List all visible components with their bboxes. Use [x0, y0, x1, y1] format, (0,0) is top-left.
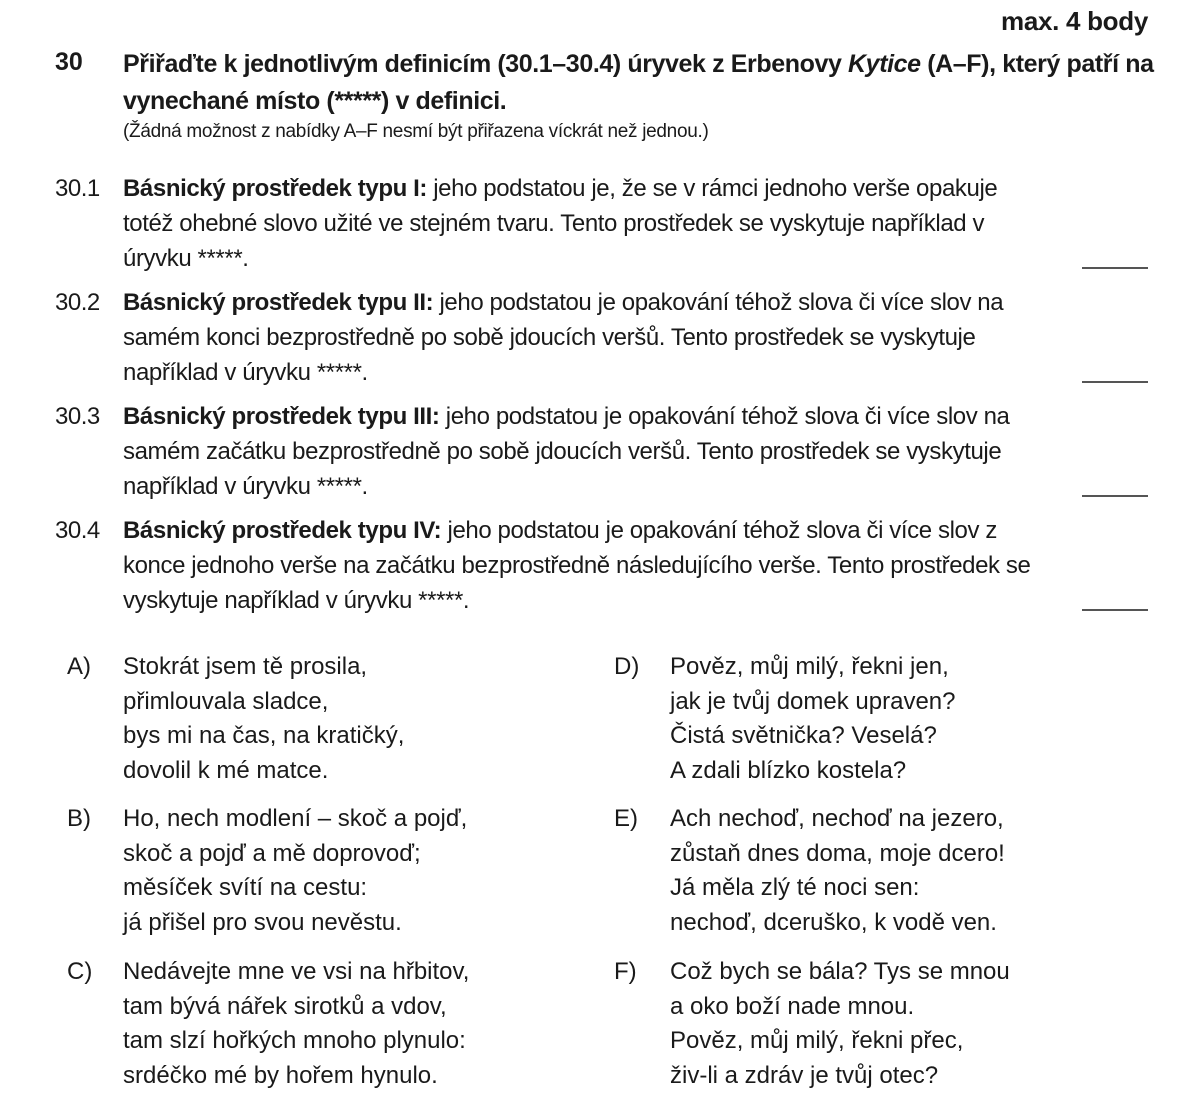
option-letter: E)	[614, 805, 638, 832]
definition-body: jeho podstatou je, že se v rámci jednoho verše opakuje totéž ohebné slovo užité ve stejném tvaru. Tento prostředek se vyskytuje například v úryvku *****.	[123, 175, 998, 272]
option-verse	[123, 802, 467, 940]
answer-blank[interactable]	[1082, 381, 1148, 383]
verse-line: přimlouvala sladce,	[123, 687, 329, 715]
option-verse	[670, 802, 1005, 940]
verse-line: A zdali blízko kostela?	[670, 756, 907, 784]
verse-line: Což bych se bála? Tys se mnou	[670, 958, 1010, 985]
max-points: max. 4 body	[1001, 6, 1148, 36]
answer-blank[interactable]	[1082, 267, 1148, 269]
task-heading-part2: (A–F), který patří na vynechané místo (*****) v definici.	[123, 50, 1154, 115]
verse-line: Já měla zlý té noci sen:	[670, 874, 920, 901]
option-letter: A)	[67, 653, 91, 680]
definition-30-1	[55, 171, 1155, 283]
verse-line: dovolil k mé matce.	[123, 756, 329, 784]
verse-line: Nedávejte mne ve vsi na hřbitov,	[123, 958, 470, 985]
definition-number: 30.2	[55, 289, 100, 316]
definition-number: 30.3	[55, 403, 100, 430]
verse-line: měsíček svítí na cestu:	[123, 874, 368, 901]
verse-line: jak je tvůj domek upraven?	[670, 687, 956, 715]
definition-number: 30.1	[55, 175, 100, 202]
option-verse	[123, 650, 404, 788]
option-letter: C)	[67, 958, 93, 985]
definition-body: jeho podstatou je opakování téhož slova či více slov na samém konci bezprostředně po sobě jdoucích veršů. Tento prostředek se vyskytuje například v úryvku *****.	[123, 289, 1004, 386]
task-heading-part1: Přiřaďte k jednotlivým definicím (30.1–30.4) úryvek z Erbenovy	[123, 50, 849, 78]
task-number: 30	[55, 48, 83, 76]
option-letter: F)	[614, 958, 637, 985]
definition-term: Básnický prostředek typu III:	[123, 403, 440, 430]
option-verse	[123, 955, 469, 1093]
verse-line: živ-li a zdráv je tvůj otec?	[670, 1061, 939, 1089]
definition-term: Básnický prostředek typu II:	[123, 289, 434, 316]
verse-line: Pověz, můj milý, řekni jen,	[670, 653, 949, 680]
verse-line: bys mi na čas, na kratičký,	[123, 722, 405, 749]
option-letter: D)	[614, 653, 640, 680]
verse-line: tam bývá nářek sirotků a vdov,	[123, 992, 447, 1020]
definition-text	[123, 513, 1033, 618]
definition-number: 30.4	[55, 517, 100, 544]
verse-line: zůstaň dnes doma, moje dcero!	[670, 839, 1005, 867]
option-letter: B)	[67, 805, 91, 832]
definition-30-3	[55, 399, 1155, 511]
verse-line: Stokrát jsem tě prosila,	[123, 653, 368, 680]
verse-line: Pověz, můj milý, řekni přec,	[670, 1027, 964, 1054]
option-verse	[670, 955, 1010, 1093]
definition-text	[123, 399, 1033, 504]
definition-term: Básnický prostředek typu I:	[123, 175, 427, 202]
definition-30-4	[55, 513, 1155, 625]
task-note: (Žádná možnost z nabídky A–F nesmí být přiřazena víckrát než jednou.)	[123, 121, 709, 142]
verse-line: skoč a pojď a mě doprovoď;	[123, 839, 421, 867]
verse-line: Čistá světnička? Veselá?	[670, 722, 937, 749]
verse-line: Ach nechoď, nechoď na jezero,	[670, 805, 1004, 832]
answer-blank[interactable]	[1082, 495, 1148, 497]
option-verse	[670, 650, 956, 788]
verse-line: tam slzí hořkých mnoho plynulo:	[123, 1027, 466, 1054]
definition-term: Básnický prostředek typu IV:	[123, 517, 442, 544]
verse-line: srdéčko mé by hořem hynulo.	[123, 1061, 438, 1089]
verse-line: já přišel pro svou nevěstu.	[123, 908, 402, 936]
answer-blank[interactable]	[1082, 609, 1148, 611]
definition-text	[123, 171, 1033, 276]
task-heading-italic: Kytice	[848, 50, 921, 78]
definition-body: jeho podstatou je opakování téhož slova či více slov na samém začátku bezprostředně po sobě jdoucích veršů. Tento prostředek se vyskytuje například v úryvku *****.	[123, 403, 1010, 500]
verse-line: nechoď, dceruško, k vodě ven.	[670, 908, 997, 936]
verse-line: Ho, nech modlení – skoč a pojď,	[123, 805, 468, 832]
definition-text	[123, 285, 1033, 390]
task-heading	[123, 46, 1163, 120]
definition-30-2	[55, 285, 1155, 397]
verse-line: a oko boží nade mnou.	[670, 992, 915, 1020]
definition-body: jeho podstatou je opakování téhož slova či více slov z konce jednoho verše na začátku bezprostředně následujícího verše. Tento prostředek se vyskytuje například v úryvku *****.	[123, 517, 1031, 614]
